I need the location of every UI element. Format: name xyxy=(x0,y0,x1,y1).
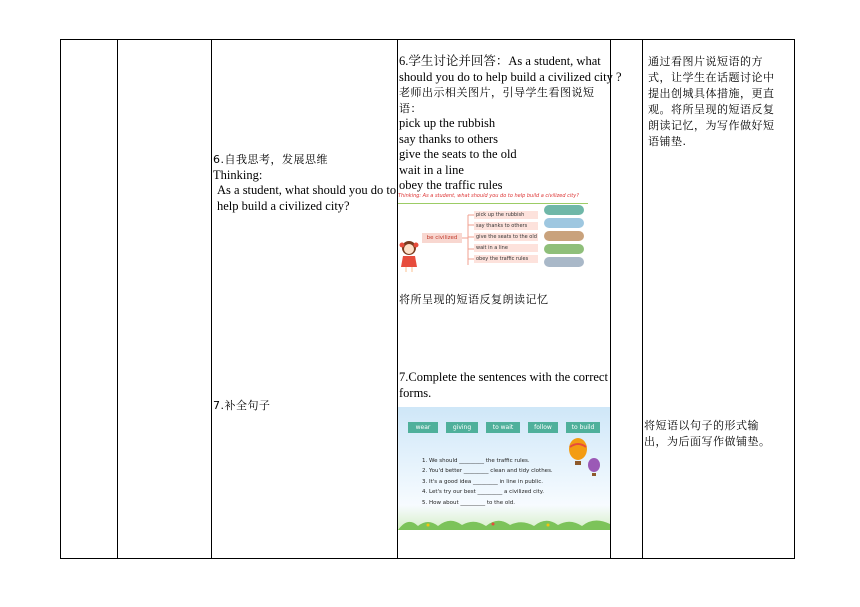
table-bottom-border xyxy=(60,558,794,559)
discuss-line3: 老师出示相关图片，引导学生看图说短 xyxy=(399,86,595,99)
table-col-border xyxy=(60,39,61,559)
phrase-item: wait in a line xyxy=(399,162,464,177)
table-col-border xyxy=(642,39,643,559)
complete-line1: 7.Complete the sentences with the correct xyxy=(399,370,608,384)
table-top-border xyxy=(60,39,794,40)
grass-decoration-icon xyxy=(398,516,610,530)
exercise-sentence: 1. We should _________ the traffic rules. xyxy=(422,458,530,464)
intent1-line: 通过看图片说短语的方 xyxy=(648,55,763,68)
intent1-line: 提出创城具体措施，更直 xyxy=(648,87,775,100)
exercise-image xyxy=(398,407,610,530)
discuss-line4: 语： xyxy=(399,101,422,115)
thinking-question-line1: As a student, what should you do to xyxy=(217,183,397,197)
mindmap-center: be civilized xyxy=(422,233,462,243)
thinking-question-line2: help build a civilized city? xyxy=(217,198,350,213)
step7-student-block xyxy=(399,370,609,401)
discuss-line2: should you do to help build a civilized city ? xyxy=(399,69,622,84)
intent2-line: 将短语以句子的形式输 xyxy=(644,419,759,432)
intent1-line: 观。将所呈现的短语反复 xyxy=(648,103,775,116)
cartoon-girl-icon xyxy=(398,239,420,273)
step6-teacher-block xyxy=(213,152,397,214)
exercise-sentence: 3. It's a good idea _________ in line in public. xyxy=(422,479,543,485)
table-col-border xyxy=(794,39,795,559)
queue-picture-icon xyxy=(544,244,584,254)
exercise-sentence: 5. How about _________ to the old. xyxy=(422,500,516,506)
read-note: 将所呈现的短语反复朗读记忆 xyxy=(399,293,549,306)
discuss-line1: 6.学生讨论并回答：As a student, what xyxy=(399,54,601,68)
table-col-border xyxy=(117,39,118,559)
table-col-border xyxy=(610,39,611,559)
hot-air-balloon-icon xyxy=(564,437,604,483)
mindmap-item: give the seats to the old xyxy=(476,234,537,240)
step6-student-block xyxy=(399,54,622,194)
word-box: wear xyxy=(408,422,438,433)
intent2-line: 出，为后面写作做铺垫。 xyxy=(644,435,771,448)
step6-title: 6.自我思考，发展思维 xyxy=(213,153,328,166)
exercise-sentence: 4. Let's try our best _________ a civilized city. xyxy=(422,489,545,495)
mindmap-image xyxy=(398,193,588,275)
complete-line2: forms. xyxy=(399,385,432,400)
design-intent-2 xyxy=(644,418,792,450)
intent1-line: 式，让学生在话题讨论中 xyxy=(648,71,775,84)
phrase-item: say thanks to others xyxy=(399,131,498,146)
step7-title: 7.补全句子 xyxy=(213,399,271,412)
word-box: follow xyxy=(528,422,558,433)
mindmap-item: wait in a line xyxy=(474,244,538,252)
mindmap-item: obey the traffic rules xyxy=(474,255,538,263)
exercise-sentence: 2. You'd better _________ clean and tidy clothes. xyxy=(422,468,553,474)
thinking-label: Thinking: xyxy=(213,167,263,182)
thanks-picture-icon xyxy=(544,218,584,228)
intent1-line: 语铺垫. xyxy=(648,135,687,148)
phrase-item: give the seats to the old xyxy=(399,147,517,161)
rubbish-picture-icon xyxy=(544,205,584,215)
traffic-picture-icon xyxy=(544,257,584,267)
mindmap-title: Thinking: As a student, what should you do to help build a civilized city? xyxy=(398,193,588,204)
word-box: to build xyxy=(566,422,600,433)
seat-picture-icon xyxy=(544,231,584,241)
phrase-item: pick up the rubbish xyxy=(399,116,496,130)
phrase-item: obey the traffic rules xyxy=(399,178,503,192)
word-box: to wait xyxy=(486,422,520,433)
design-intent-1 xyxy=(648,54,793,150)
mindmap-item: pick up the rubbish xyxy=(474,211,538,219)
table-col-border xyxy=(211,39,212,559)
mindmap-item: say thanks to others xyxy=(474,222,538,230)
intent1-line: 朗读记忆，为写作做好短 xyxy=(648,119,775,132)
word-box: giving xyxy=(446,422,478,433)
